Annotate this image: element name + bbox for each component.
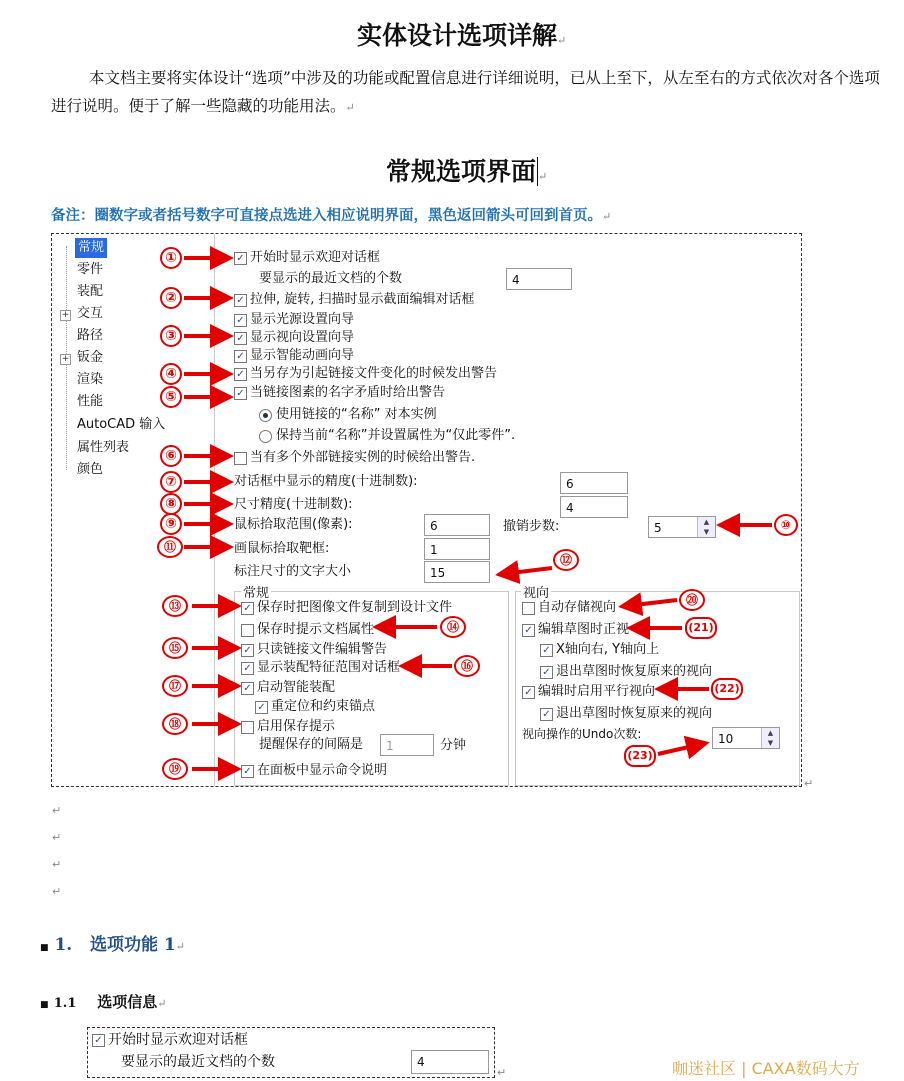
interval-input[interactable]: 1	[380, 734, 434, 756]
marker-18[interactable]: ⑱	[162, 713, 188, 735]
snippet-recent-input[interactable]: 4	[411, 1050, 489, 1074]
marker-12[interactable]: ⑫	[553, 549, 579, 571]
readonly-checkbox[interactable]: ✓	[241, 644, 254, 657]
marker-22[interactable]: (22)	[711, 678, 743, 700]
pick-label: 鼠标拾取范围(像素):	[234, 517, 353, 532]
expand-icon[interactable]: +	[61, 310, 70, 320]
docprop-checkbox[interactable]	[241, 624, 254, 637]
intro-paragraph: 本文档主要将实体设计“选项”中涉及的功能或配置信息进行详细说明，已从上至下，从左至右的方式依次对各个选项进行说明。便于了解一些隐藏的功能用法。↵	[51, 69, 880, 115]
marker-5[interactable]: ⑤	[160, 386, 182, 408]
marker-10[interactable]: ⑩	[774, 514, 798, 536]
target-label: 画鼠标拾取靶框:	[234, 541, 330, 556]
target-input[interactable]: 1	[424, 538, 490, 560]
recent-label: 要显示的最近文档的个数	[259, 271, 403, 286]
textsize-input[interactable]: 15	[424, 561, 490, 583]
paragraph-mark: ↵	[52, 858, 62, 871]
multi-checkbox[interactable]	[234, 452, 247, 465]
marker-23[interactable]: (23)	[624, 745, 656, 767]
paragraph-mark: ↵	[497, 1066, 507, 1079]
marker-20[interactable]: ⑳	[679, 589, 705, 611]
section-title: 常规选项界面 ↵	[386, 157, 548, 186]
marker-8[interactable]: ⑧	[160, 493, 182, 515]
cmdhelp-checkbox[interactable]: ✓	[241, 765, 254, 778]
sketchnormal-checkbox[interactable]: ✓	[522, 624, 535, 637]
tree-item-color[interactable]: 颜色	[77, 462, 104, 477]
radio-use-name-label: 使用链接的“名称” 对本实例	[276, 407, 437, 422]
section-heading-1[interactable]: ■ 1. 选项功能 1↵	[40, 935, 185, 955]
tree-item-part[interactable]: 零件	[77, 262, 104, 277]
note-text: 备注：圈数字或者括号数字可直接点选进入相应说明界面，黑色返回箭头可回到首页。↵	[51, 207, 612, 224]
smartasm-checkbox[interactable]: ✓	[241, 682, 254, 695]
marker-21[interactable]: (21)	[685, 617, 717, 639]
marker-4[interactable]: ④	[160, 363, 182, 385]
restore2-checkbox[interactable]: ✓	[540, 708, 553, 721]
stretch-label: 拉伸, 旋转, 扫描时显示截面编辑对话框	[250, 292, 475, 307]
view-undo-label: 视向操作的Undo次数:	[522, 727, 642, 741]
restore2-label: 退出草图时恢复原来的视向	[556, 706, 713, 721]
marker-9[interactable]: ⑨	[160, 513, 182, 535]
savetip-label: 启用保存提示	[257, 719, 336, 734]
tree-item-interact[interactable]: 交互	[77, 306, 104, 321]
reposition-label: 重定位和约束锚点	[271, 699, 376, 714]
tree-item-sheetmetal[interactable]: 钣金	[77, 350, 104, 365]
xright-label: X轴向右, Y轴向上	[556, 642, 660, 657]
asmrange-checkbox[interactable]: ✓	[241, 662, 254, 675]
stretch-checkbox[interactable]: ✓	[234, 294, 247, 307]
restore1-label: 退出草图时恢复原来的视向	[556, 664, 713, 679]
smartasm-label: 启动智能装配	[257, 680, 336, 695]
light-label: 显示光源设置向导	[250, 312, 355, 327]
radio-use-name[interactable]	[259, 409, 272, 422]
saveas-label: 当另存为引起链接文件变化的时候发出警告	[250, 366, 498, 381]
spin-arrows-icon[interactable]: ▲ ▼	[697, 517, 715, 537]
radio-keep-name-label: 保持当前“名称”并设置属性为“仅此零件”.	[276, 428, 516, 443]
snippet-welcome-label: 开始时显示欢迎对话框	[108, 1032, 248, 1048]
light-checkbox[interactable]: ✓	[234, 314, 247, 327]
precision-input[interactable]: 6	[560, 472, 628, 494]
paragraph-mark: ↵	[804, 777, 814, 790]
sketchnormal-label: 编辑草图时正视	[538, 622, 630, 637]
dim-label: 尺寸精度(十进制数):	[234, 497, 353, 512]
parallel-checkbox[interactable]: ✓	[522, 686, 535, 699]
autosave-checkbox[interactable]	[522, 602, 535, 615]
readonly-label: 只读链接文件编辑警告	[257, 642, 388, 657]
interval-label: 提醒保存的间隔是	[259, 737, 364, 752]
marker-11[interactable]: ⑪	[157, 536, 183, 558]
anim-label: 显示智能动画向导	[250, 348, 355, 363]
linkname-checkbox[interactable]: ✓	[234, 387, 247, 400]
tree-item-path[interactable]: 路径	[77, 328, 104, 343]
paragraph-mark: ↵	[52, 831, 62, 844]
marker-16[interactable]: ⑯	[454, 655, 480, 677]
arrow-12	[503, 568, 552, 574]
parallel-label: 编辑时启用平行视向	[538, 684, 656, 699]
textsize-label: 标注尺寸的文字大小	[234, 564, 352, 579]
paragraph-mark: ↵	[52, 804, 62, 817]
savetip-checkbox[interactable]	[241, 721, 254, 734]
undo-input[interactable]: 5 ▲ ▼	[648, 516, 716, 538]
welcome-label: 开始时显示欢迎对话框	[250, 250, 381, 265]
saveas-checkbox[interactable]: ✓	[234, 368, 247, 381]
undo-label: 撤销步数:	[503, 519, 560, 534]
doc-title: 实体设计选项详解↵	[357, 21, 567, 50]
precision-label: 对话框中显示的精度(十进制数):	[234, 474, 418, 489]
view-group-title: 视向	[521, 582, 551, 601]
dim-input[interactable]: 4	[560, 496, 628, 518]
asmrange-label: 显示装配特征范围对话框	[257, 660, 401, 675]
spin-arrows-icon[interactable]: ▲ ▼	[761, 728, 779, 748]
snippet-screenshot	[87, 1027, 495, 1078]
marker-2[interactable]: ②	[160, 287, 182, 309]
autosave-label: 自动存储视向	[538, 600, 617, 615]
copyimg-checkbox[interactable]: ✓	[241, 602, 254, 615]
marker-14[interactable]: ⑭	[440, 616, 466, 638]
section-heading-1-1[interactable]: ■ 1.1 选项信息↵	[40, 993, 167, 1011]
watermark: 咖迷社区 | CAXA数码大方	[672, 1059, 860, 1078]
restore1-checkbox[interactable]: ✓	[540, 666, 553, 679]
pick-input[interactable]: 6	[424, 514, 490, 536]
tree-item-assembly[interactable]: 装配	[77, 284, 104, 299]
paragraph-mark: ↵	[52, 885, 62, 898]
marker-6[interactable]: ⑥	[160, 445, 182, 467]
docprop-label: 保存时提示文档属性	[257, 622, 375, 637]
general-group-title: 常规	[241, 582, 271, 601]
tree-item-attributes[interactable]: 属性列表	[77, 440, 130, 455]
marker-7[interactable]: ⑦	[160, 471, 182, 493]
cmdhelp-label: 在面板中显示命令说明	[257, 763, 388, 778]
interval-unit: 分钟	[440, 738, 467, 753]
xright-checkbox[interactable]: ✓	[540, 644, 553, 657]
options-tree	[52, 234, 215, 786]
marker-15[interactable]: ⑮	[162, 637, 188, 659]
linkname-label: 当链接图素的名字矛盾时给出警告	[250, 385, 446, 400]
marker-1[interactable]: ①	[160, 247, 182, 269]
marker-17[interactable]: ⑰	[162, 675, 188, 697]
reposition-checkbox[interactable]: ✓	[255, 701, 268, 714]
view-undo-input[interactable]: 10 ▲ ▼	[712, 727, 780, 749]
expand-icon[interactable]: +	[61, 354, 70, 364]
recent-input[interactable]: 4	[506, 268, 572, 290]
tree-item-render[interactable]: 渲染	[77, 372, 104, 387]
options-screenshot	[51, 233, 802, 787]
tree-item-performance[interactable]: 性能	[77, 394, 104, 409]
copyimg-label: 保存时把图像文件复制到设计文件	[257, 600, 453, 615]
marker-19[interactable]: ⑲	[162, 758, 188, 780]
multi-label: 当有多个外部链接实例的时候给出警告.	[250, 450, 476, 465]
snippet-recent-label: 要显示的最近文档的个数	[121, 1054, 275, 1070]
marker-3[interactable]: ③	[160, 325, 182, 347]
radio-keep-name[interactable]	[259, 430, 272, 443]
view-checkbox[interactable]: ✓	[234, 332, 247, 345]
snippet-welcome-checkbox[interactable]: ✓	[92, 1034, 105, 1047]
marker-13[interactable]: ⑬	[162, 595, 188, 617]
tree-item-general[interactable]: 常规	[75, 238, 107, 258]
view-label: 显示视向设置向导	[250, 330, 355, 345]
tree-item-autocad[interactable]: AutoCAD 输入	[77, 417, 166, 432]
welcome-checkbox[interactable]: ✓	[234, 252, 247, 265]
anim-checkbox[interactable]: ✓	[234, 350, 247, 363]
